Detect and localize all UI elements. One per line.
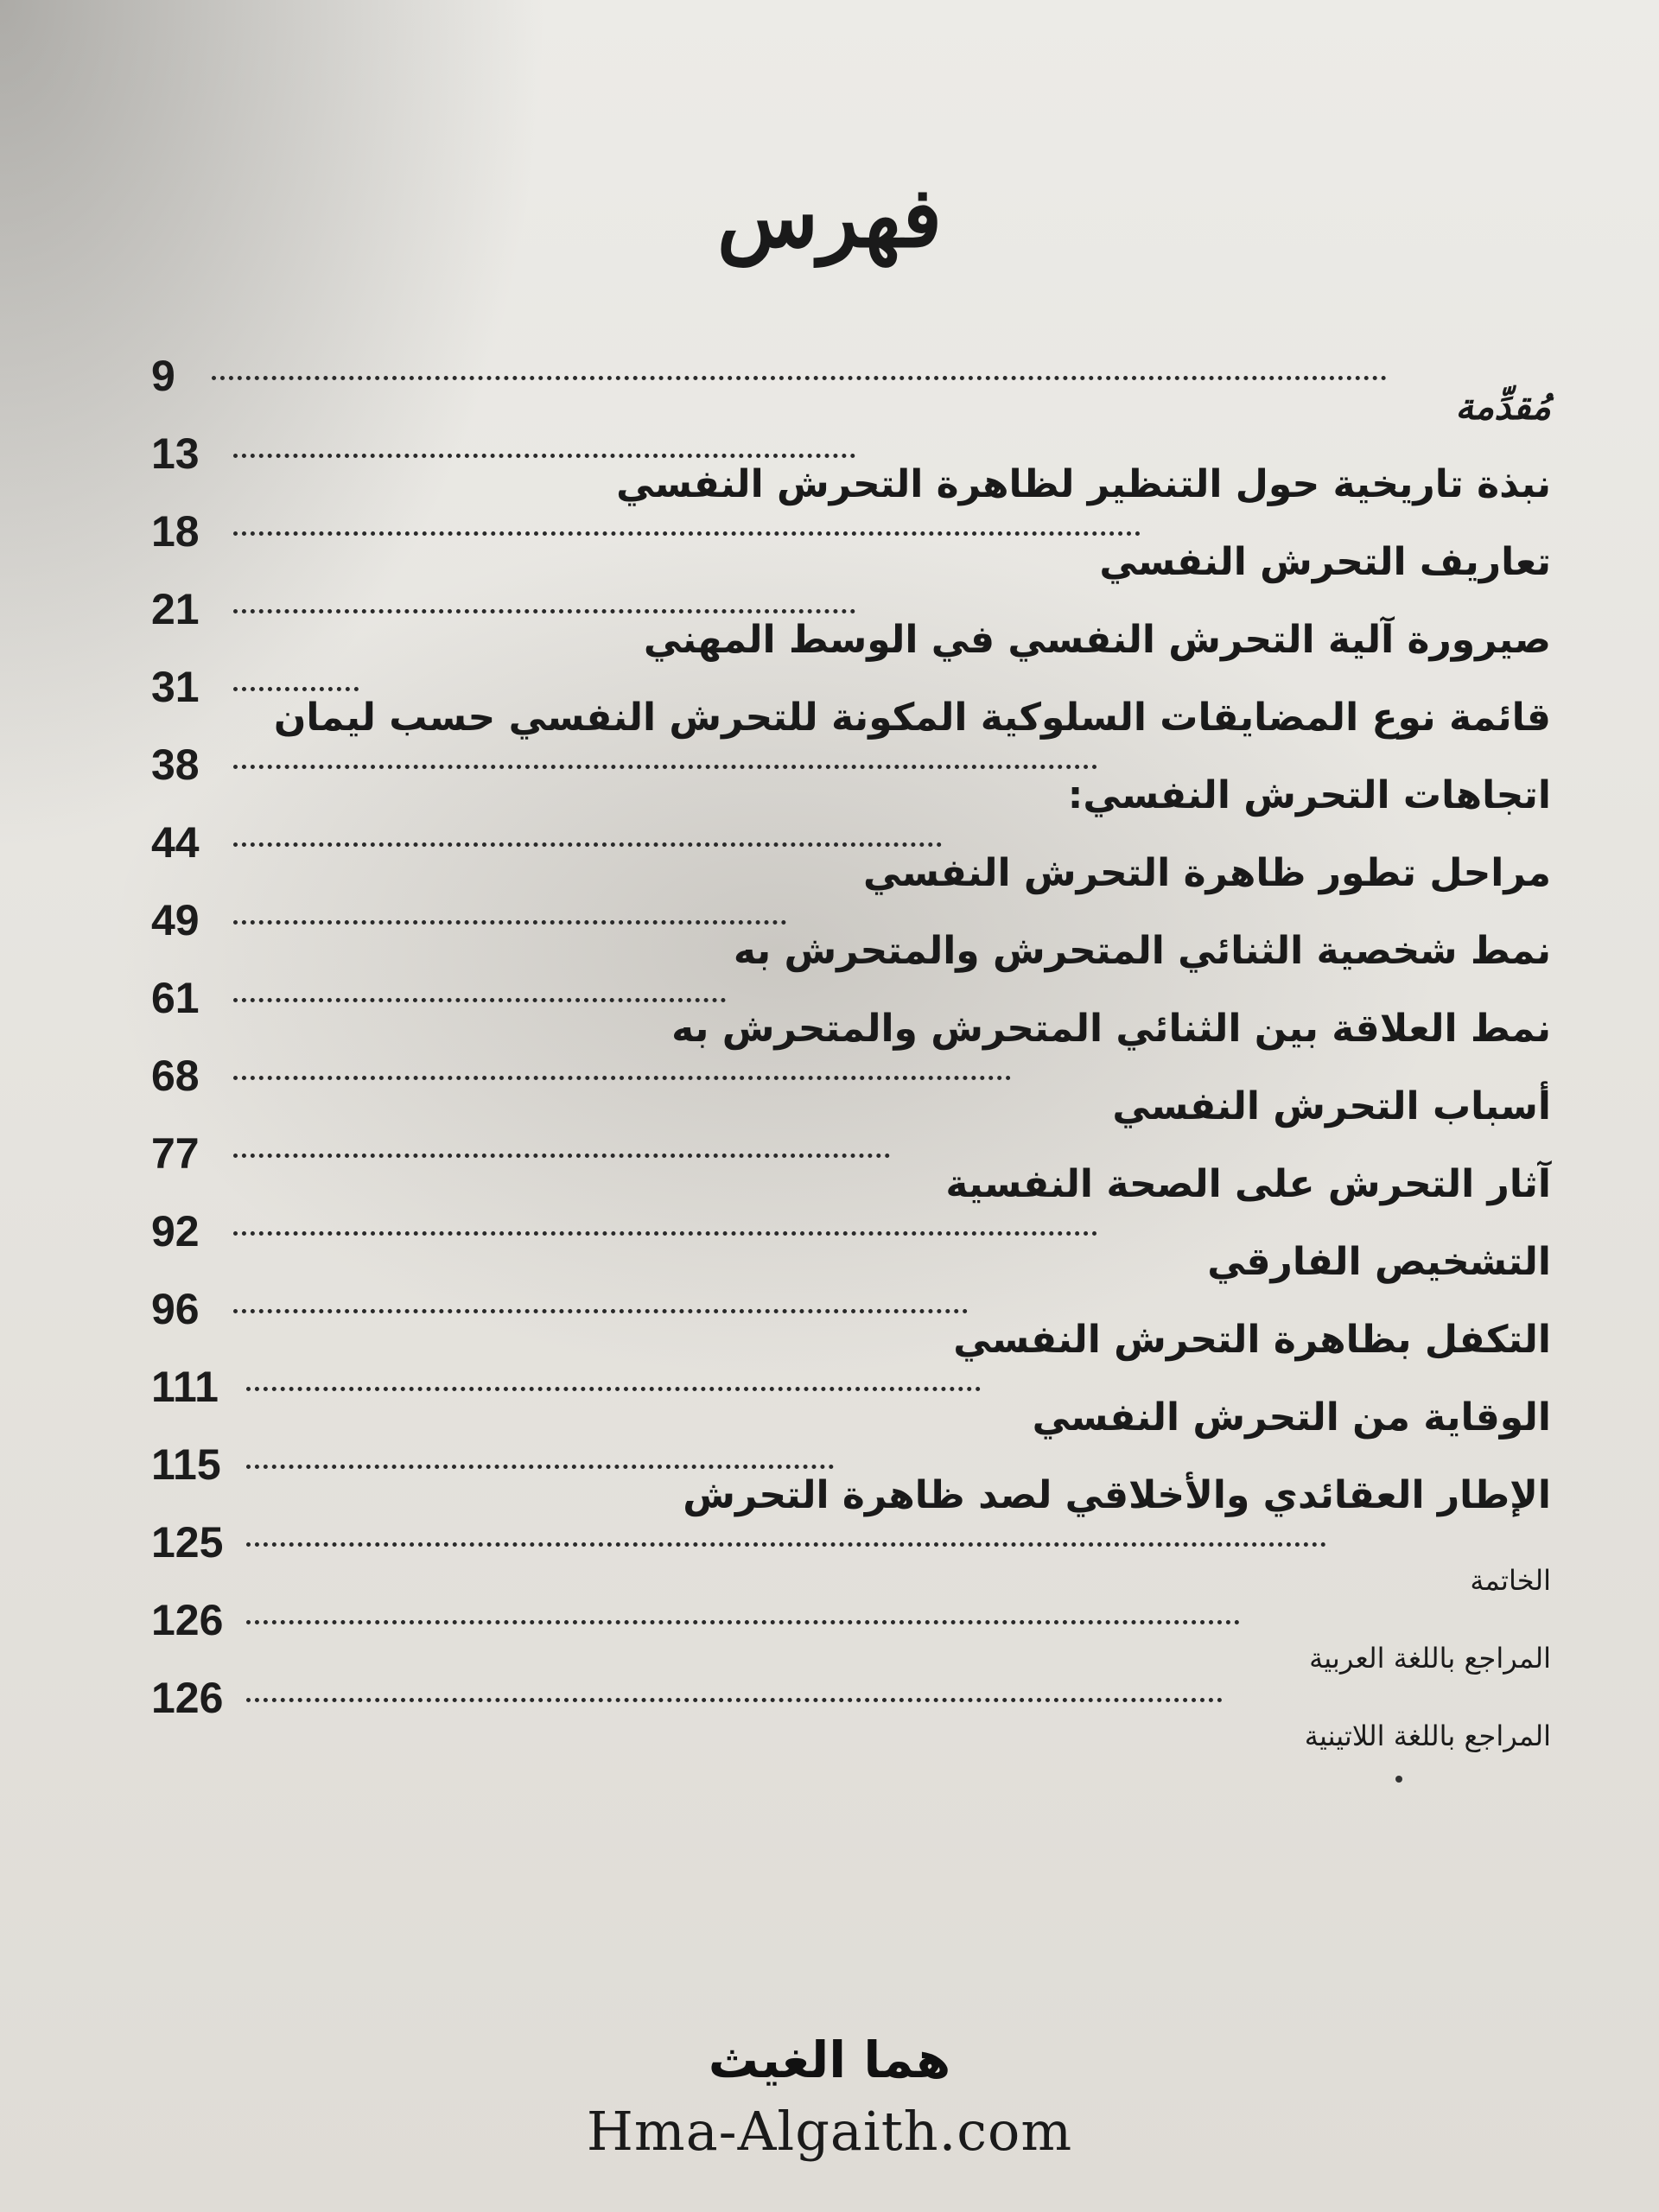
toc-entry-label: نمط العلاقة بين الثنائي المتحرش والمتحرش به	[671, 1007, 1551, 1051]
toc-leader-dots	[212, 376, 1387, 380]
toc-entry-label: الإطار العقائدي والأخلاقي لصد ظاهرة التحرش	[683, 1473, 1551, 1517]
toc-leader-dots	[233, 531, 1141, 536]
toc-row	[151, 661, 1551, 739]
toc-entry-label: المراجع باللغة اللاتينية	[1304, 1719, 1551, 1752]
toc-page-number: 125	[151, 1518, 224, 1567]
toc-leader-dots	[233, 765, 1097, 769]
toc-page-number: 115	[151, 1440, 221, 1489]
toc-page-number: 13	[151, 429, 200, 478]
toc-leader-dots	[233, 1076, 1011, 1080]
toc-row	[151, 1050, 1551, 1128]
toc-page-number: 49	[151, 896, 200, 944]
toc-row	[151, 817, 1551, 894]
watermark-site: Hma-Algaith.com	[586, 2100, 1073, 2163]
toc-page-number: 68	[151, 1052, 200, 1100]
toc-page-number: 126	[151, 1674, 224, 1722]
toc-page-number: 21	[151, 585, 200, 633]
toc-page-number: 77	[151, 1129, 200, 1178]
toc-page-number: 111	[151, 1363, 219, 1411]
toc-title: فهرس	[716, 168, 943, 266]
toc-row	[151, 739, 1551, 817]
toc-leader-dots	[233, 920, 786, 925]
toc-entry-label: أسباب التحرش النفسي	[1112, 1084, 1551, 1128]
toc-entry-label: مراحل تطور ظاهرة التحرش النفسي	[863, 851, 1551, 895]
toc-leader-dots	[246, 1387, 981, 1391]
toc-page-number: 38	[151, 741, 200, 789]
watermark-logo: هما الغيث	[708, 2031, 951, 2089]
toc-row	[151, 1128, 1551, 1205]
toc-row	[151, 1205, 1551, 1283]
toc-entry-label: التكفل بظاهرة التحرش النفسي	[953, 1318, 1551, 1362]
toc-page-number: 61	[151, 974, 200, 1022]
toc-entry-label: التشخيص الفارقي	[1207, 1240, 1551, 1284]
toc-page-number: 18	[151, 507, 200, 556]
toc-entry-label: قائمة نوع المضايقات السلوكية المكونة للتحرش النفسي حسب ليمان	[273, 696, 1551, 740]
toc-page-number: 92	[151, 1207, 200, 1255]
toc-page-number: 96	[151, 1285, 200, 1333]
toc-row	[151, 1439, 1551, 1516]
toc-entry-label: نمط شخصية الثنائي المتحرش والمتحرش به	[733, 929, 1551, 973]
toc-row	[151, 1672, 1551, 1750]
toc-row	[151, 1283, 1551, 1361]
toc-entry-label: الخاتمة	[1470, 1564, 1551, 1597]
toc-row	[151, 972, 1551, 1050]
toc-page-number: 31	[151, 663, 200, 711]
toc-leader-dots	[246, 1465, 834, 1469]
toc-entry-label: نبذة تاريخية حول التنظير لظاهرة التحرش النفسي	[616, 462, 1551, 506]
toc-row	[151, 1594, 1551, 1675]
toc-row	[151, 350, 1551, 428]
toc-page-number: 126	[151, 1596, 224, 1644]
toc-row	[151, 1516, 1551, 1597]
toc-leader-dots	[233, 454, 855, 458]
toc-leader-dots	[233, 1231, 1097, 1236]
toc-entry-label: صيرورة آلية التحرش النفسي في الوسط المهني	[643, 618, 1551, 662]
toc-leader-dots	[233, 842, 942, 847]
toc-entry-label: الوقاية من التحرش النفسي	[1032, 1395, 1551, 1440]
toc-leader-dots	[246, 1620, 1240, 1624]
toc-entry-label: مُقدِّمة	[1455, 385, 1551, 428]
toc-leader-dots	[233, 998, 726, 1002]
toc-entry-label: آثار التحرش على الصحة النفسية	[945, 1162, 1551, 1206]
ink-speck	[1395, 1776, 1402, 1783]
toc-row	[151, 428, 1551, 505]
toc-entry-label: اتجاهات التحرش النفسي:	[1067, 773, 1551, 817]
toc-row	[151, 1361, 1551, 1439]
toc-entry-label: تعاريف التحرش النفسي	[1099, 540, 1551, 584]
toc-list	[151, 350, 1551, 1750]
toc-row	[151, 583, 1551, 661]
toc-row	[151, 894, 1551, 972]
toc-leader-dots	[233, 1154, 890, 1158]
toc-leader-dots	[233, 609, 855, 613]
toc-leader-dots	[233, 1309, 968, 1313]
toc-leader-dots	[233, 687, 359, 691]
toc-row	[151, 505, 1551, 583]
toc-page-number: 9	[151, 352, 175, 400]
toc-leader-dots	[246, 1542, 1326, 1547]
toc-page-number: 44	[151, 818, 200, 867]
toc-entry-label: المراجع باللغة العربية	[1309, 1642, 1551, 1675]
toc-leader-dots	[246, 1698, 1223, 1702]
